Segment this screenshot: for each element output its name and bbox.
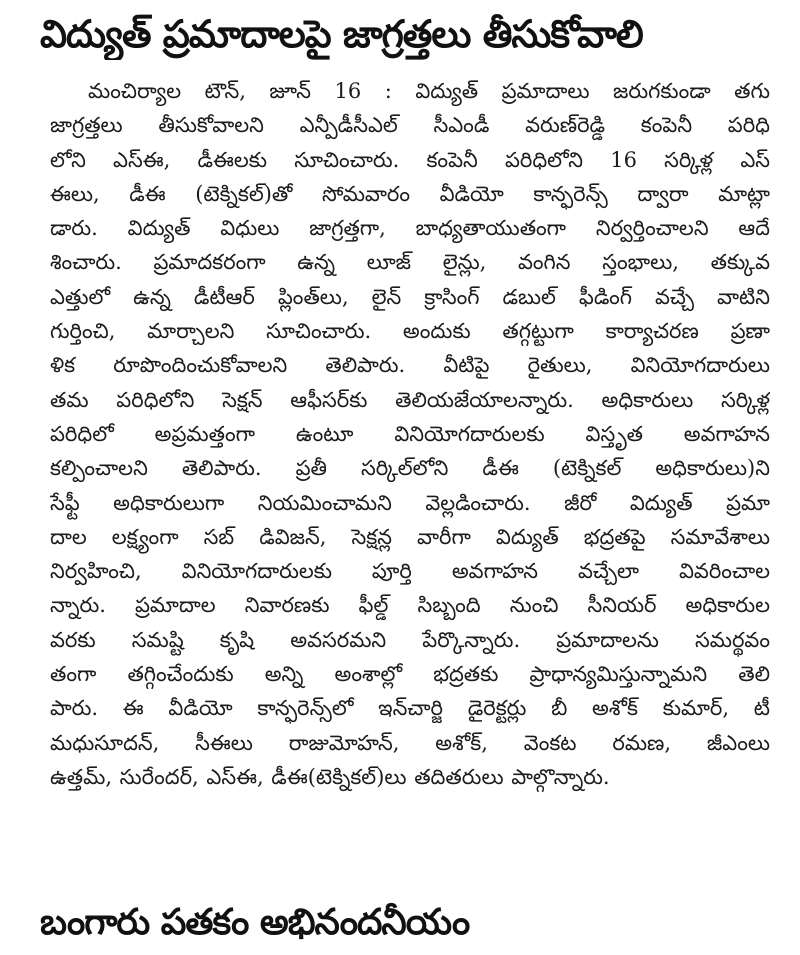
article-line: డారు. విద్యుత్ విధులు జాగ్రత్తగా, బాధ్యతాయుతంగా నిర్వర్తించాలని ఆదే: [50, 216, 770, 241]
article-line: మంచిర్యాల టౌన్, జూన్ 16 : విద్యుత్ ప్రమాదాలు జరుగకుండా తగు: [88, 79, 770, 103]
article-line: దాల లక్ష్యంగా సబ్ డివిజన్, సెక్షన్ల వారీగా విద్యుత్ భద్రతపై సమావేశాలు: [50, 524, 770, 549]
article-line: తమ పరిధిలోని సెక్షన్ ఆఫీసర్‌కు తెలియజేయాలన్నారు. అధికారులు సర్కిళ్ల: [50, 387, 770, 412]
article-line: గుర్తించి, మార్చాలని సూచించారు. అందుకు తగ్గట్టుగా కార్యాచరణ ప్రణా: [50, 319, 770, 344]
article-line: కల్పించాలని తెలిపారు. ప్రతీ సర్కిల్‌లోని డీఈ (టెక్నికల్ అధికారులు)ని: [50, 456, 770, 481]
article-line: లోని ఎస్ఈ, డీఈలకు సూచించారు. కంపెనీ పరిధిలోని 16 సర్కిళ్ల ఎస్: [50, 147, 770, 172]
article-line: సేఫ్టీ అధికారులుగా నియమించామని వెల్లడించారు. జీరో విద్యుత్ ప్రమా: [50, 490, 770, 515]
article-line: ఉత్తమ్, సురేందర్, ఎస్ఈ, డీఈ(టెక్నికల్)లు తదితరులు పాల్గొన్నారు.: [50, 764, 610, 789]
article-headline: విద్యుత్ ప్రమాదాలపై జాగ్రత్తలు తీసుకోవాలి: [40, 12, 643, 56]
article-line: నిర్వహించి, వినియోగదారులకు పూర్తి అవగాహన వచ్చేలా వివరించాల: [50, 559, 770, 584]
next-article-headline: బంగారు పతకం అభినందనీయం: [40, 902, 470, 943]
article-line: జాగ్రత్తలు తీసుకోవాలని ఎన్పీడీసీఎల్ సీఎండీ వరుణ్‌రెడ్డి కంపెనీ పరిధి: [50, 113, 770, 138]
article-line: తంగా తగ్గించేందుకు అన్ని అంశాల్లో భద్రతకు ప్రాధాన్యమిస్తున్నామని తెలి: [50, 662, 770, 687]
article-line: ఈలు, డీఈ (టెక్నికల్)తో సోమవారం వీడియో కాన్ఫరెన్స్ ద్వారా మాట్లా: [50, 181, 770, 206]
article-line: ఎత్తులో ఉన్న డీటీఆర్ ప్లింత్‌లు, లైన్ క్రాసింగ్ డబుల్ ఫీడింగ్ వచ్చే వాటిని: [50, 284, 770, 309]
article-line: న్నారు. ప్రమాదాల నివారణకు ఫీల్డ్ సిబ్బంది నుంచి సీనియర్ అధికారుల: [50, 593, 770, 618]
article-line: పారు. ఈ వీడియో కాన్ఫరెన్స్‌లో ఇన్‌చార్జి డైరెక్టర్లు బీ అశోక్ కుమార్, టీ: [50, 696, 770, 721]
article-line: పరిధిలో అప్రమత్తంగా ఉంటూ వినియోగదారులకు విస్తృత అవగాహన: [50, 421, 770, 446]
article-line: ళిక రూపొందించుకోవాలని తెలిపారు. వీటిపై రైతులు, వినియోగదారులు: [50, 353, 770, 378]
article-line: శించారు. ప్రమాదకరంగా ఉన్న లూజ్ లైన్లు, వంగిన స్తంభాలు, తక్కువ: [50, 250, 770, 275]
article-body: [50, 74, 770, 794]
article-line: వరకు సమష్టి కృషి అవసరమని పేర్కొన్నారు. ప్రమాదాలను సమర్థవం: [50, 627, 770, 652]
article-line: మధుసూదన్, సీఈలు రాజుమోహన్, అశోక్, వెంకట రమణ, జీఎంలు: [50, 730, 770, 755]
